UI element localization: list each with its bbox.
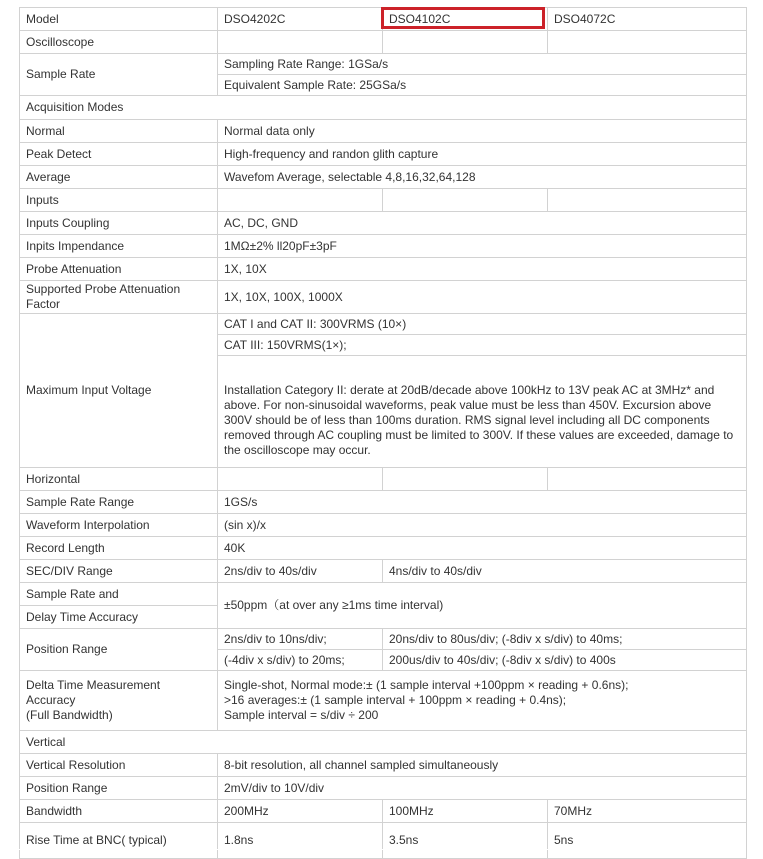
row-sec-div-range [20, 560, 747, 583]
record-length-label: Record Length [20, 537, 218, 560]
inputs-impedance-value: 1MΩ±2% ll20pF±3pF [218, 235, 747, 258]
row-inputs [20, 189, 747, 212]
vertical-resolution-value: 8-bit resolution, all channel sampled simultaneously [218, 754, 747, 777]
sec-div-range-a: 2ns/div to 40s/div [218, 560, 383, 583]
row-acquisition-modes [20, 96, 747, 120]
vertical-resolution-label: Vertical Resolution [20, 754, 218, 777]
delta-time-line-1: Single-shot, Normal mode:± (1 sample interval +100ppm × reading + 0.6ns); [224, 678, 629, 692]
section-horizontal: Horizontal [20, 468, 218, 491]
bandwidth-dso4202c: 200MHz [218, 800, 383, 823]
bandwidth-dso4072c: 70MHz [548, 800, 747, 823]
sample-rate-delay-value: ±50ppm（at over any ≥1ms time interval) [218, 583, 747, 629]
model-dso4102c: DSO4102C [383, 8, 548, 31]
waveform-interpolation-value: (sin x)/x [218, 514, 747, 537]
peak-detect-value: High-frequency and randon glith capture [218, 143, 747, 166]
sample-rate-range-label: Sample Rate Range [20, 491, 218, 514]
row-waveform-interpolation [20, 514, 747, 537]
row-horizontal [20, 468, 747, 491]
position-range-h-b1: 20ns/div to 80us/div; (-8div x s/div) to 40ms; [383, 629, 747, 650]
sample-rate-delay-label-2: Delay Time Accuracy [20, 606, 218, 629]
rise-time-dso4072c: 5ns [548, 823, 747, 859]
delta-time-line-2: >16 averages:± (1 sample interval + 100ppm × reading + 0.4ns); [224, 693, 567, 707]
section-acquisition-modes: Acquisition Modes [20, 96, 747, 120]
position-range-v-label: Position Range [20, 777, 218, 800]
inputs-coupling-label: Inputs Coupling [20, 212, 218, 235]
row-peak-detect [20, 143, 747, 166]
row-supported-probe [20, 281, 747, 314]
model-dso4202c: DSO4202C [218, 8, 383, 31]
row-bandwidth [20, 800, 747, 823]
max-input-voltage-label: Maximum Input Voltage [20, 314, 218, 468]
model-dso4072c: DSO4072C [548, 8, 747, 31]
max-input-cat3: CAT III: 150VRMS(1×); [218, 335, 747, 356]
sec-div-range-b: 4ns/div to 40s/div [383, 560, 747, 583]
bandwidth-label: Bandwidth [20, 800, 218, 823]
row-record-length [20, 537, 747, 560]
position-range-h-a2: (-4div x s/div) to 20ms; [218, 650, 383, 671]
rise-time-label: Rise Time at BNC( typical) [20, 823, 218, 859]
sampling-rate-range: Sampling Rate Range: 1GSa/s [218, 54, 747, 75]
probe-attenuation-value: 1X, 10X [218, 258, 747, 281]
position-range-v-value: 2mV/div to 10V/div [218, 777, 747, 800]
waveform-interpolation-label: Waveform Interpolation [20, 514, 218, 537]
row-inputs-impedance [20, 235, 747, 258]
average-value: Wavefom Average, selectable 4,8,16,32,64,128 [218, 166, 747, 189]
row-sample-rate [20, 54, 747, 75]
max-input-cat12: CAT I and CAT II: 300VRMS (10×) [218, 314, 747, 335]
inputs-impedance-label: Inpits Impendance [20, 235, 218, 258]
rise-time-dso4102c: 3.5ns [383, 823, 548, 859]
row-max-input-cat12 [20, 314, 747, 335]
row-average [20, 166, 747, 189]
section-inputs: Inputs [20, 189, 218, 212]
delta-time-line-3: Sample interval = s/div ÷ 200 [224, 708, 379, 722]
probe-attenuation-label: Probe Attenuation [20, 258, 218, 281]
delta-time-value [218, 671, 747, 731]
peak-detect-label: Peak Detect [20, 143, 218, 166]
spec-table [19, 7, 747, 859]
row-sample-rate-range [20, 491, 747, 514]
position-range-h-label: Position Range [20, 629, 218, 671]
row-rise-time [20, 823, 747, 859]
equivalent-sample-rate: Equivalent Sample Rate: 25GSa/s [218, 75, 747, 96]
row-vertical [20, 731, 747, 754]
record-length-value: 40K [218, 537, 747, 560]
rise-time-dso4202c: 1.8ns [218, 823, 383, 859]
sample-rate-delay-label-1: Sample Rate and [20, 583, 218, 606]
delta-time-label-1: Delta Time Measurement Accuracy [26, 678, 161, 707]
row-oscilloscope [20, 31, 747, 54]
position-range-h-a1: 2ns/div to 10ns/div; [218, 629, 383, 650]
position-range-h-b2: 200us/div to 40s/div; (-8div x s/div) to 400s [383, 650, 747, 671]
normal-value: Normal data only [218, 120, 747, 143]
sec-div-range-label: SEC/DIV Range [20, 560, 218, 583]
sample-rate-range-value: 1GS/s [218, 491, 747, 514]
supported-probe-label: Supported Probe Attenuation Factor [20, 281, 218, 314]
row-position-range-h-1 [20, 629, 747, 650]
section-oscilloscope: Oscilloscope [20, 31, 218, 54]
row-inputs-coupling [20, 212, 747, 235]
delta-time-label [20, 671, 218, 731]
bandwidth-dso4102c: 100MHz [383, 800, 548, 823]
row-position-range-v [20, 777, 747, 800]
supported-probe-value: 1X, 10X, 100X, 1000X [218, 281, 747, 314]
delta-time-label-2: (Full Bandwidth) [26, 708, 113, 722]
sample-rate-label: Sample Rate [20, 54, 218, 96]
row-normal [20, 120, 747, 143]
row-sample-rate-delay-1 [20, 583, 747, 606]
model-label: Model [20, 8, 218, 31]
max-input-note: Installation Category II: derate at 20dB/decade above 100kHz to 13V peak AC at 3MHz* and above. For non-sinusoidal waveforms, peak value must be less than 450V. Excursion above 300V should be of less than 100ms duration. RMS signal level including all DC components removed through AC coupling must be limited to 300V. If these values are exceeded, damage to the oscilloscope may occur. [218, 356, 747, 468]
inputs-coupling-value: AC, DC, GND [218, 212, 747, 235]
row-vertical-resolution [20, 754, 747, 777]
row-model [20, 8, 747, 31]
row-delta-time [20, 671, 747, 731]
normal-label: Normal [20, 120, 218, 143]
average-label: Average [20, 166, 218, 189]
row-probe-attenuation [20, 258, 747, 281]
section-vertical: Vertical [20, 731, 747, 754]
